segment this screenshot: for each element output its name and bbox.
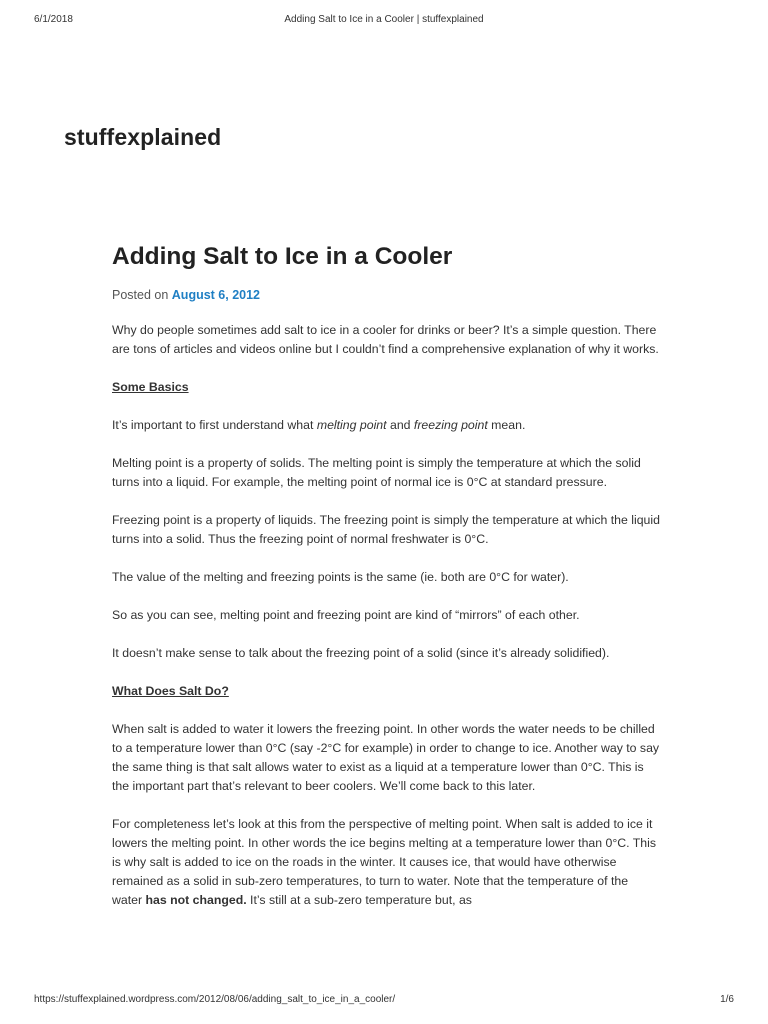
paragraph-understand: It’s important to first understand what melting point and freezing point mean. [112,418,526,432]
section-heading-basics: Some Basics [112,380,189,394]
post-meta [112,286,660,304]
print-date: 6/1/2018 [34,14,73,25]
paragraph-salt: When salt is added to water it lowers the freezing point. In other words the water needs to be chilled to a temperature lower than 0°C (say -2°C for example) in order to change to ice. Another way to say the same thing is that salt allows water to exist as a liquid at a temperature lower than 0°C. This is the important part that’s relevant to beer coolers. We’ll come back to this later. [112,722,660,793]
posted-on-label: Posted on [112,288,169,302]
emphasis-not-changed: has not changed. [145,893,247,907]
paragraph-completeness: For completeness let’s look at this from the perspective of melting point. When salt is added to ice it lowers the melting point. In other words the ice begins melting at a temperature lower than 0°C. This is why salt is added to ice on the roads in the winter. It causes ice, that would have otherwise remained as a solid in sub-zero temperatures, to turn to water. Note that the temperature of the water has not changed. It’s still at a sub-zero temperature but, as [112,817,656,907]
section-heading-salt: What Does Salt Do? [112,684,229,698]
article [112,240,660,929]
site-title[interactable]: stuffexplained [64,124,222,150]
term-melting-point: melting point [316,418,387,432]
page-number: 1/6 [720,994,734,1005]
paragraph-freezing-point: Freezing point is a property of liquids. The freezing point is simply the temperature at which the liquid turns into a solid. Thus the freezing point of normal freshwater is 0°C. [112,513,660,546]
article-title: Adding Salt to Ice in a Cooler [112,243,453,270]
paragraph-intro: Why do people sometimes add salt to ice in a cooler for drinks or beer? It’s a simple question. There are tons of articles and videos online but I couldn’t find a comprehensive explanation of why it works. [112,323,659,356]
paragraph-mirrors: So as you can see, melting point and freezing point are kind of “mirrors” of each other. [112,608,580,622]
paragraph-solid: It doesn’t make sense to talk about the freezing point of a solid (since it’s already solidified). [112,646,610,660]
paragraph-melting-point: Melting point is a property of solids. The melting point is simply the temperature at which the solid turns into a liquid. For example, the melting point of normal ice is 0°C at standard pressure. [112,456,641,489]
post-date-link[interactable]: August 6, 2012 [171,288,261,302]
print-header [0,14,768,30]
paragraph-same-value: The value of the melting and freezing points is the same (ie. both are 0°C for water). [112,570,569,584]
article-content [112,321,660,910]
print-footer [0,994,768,1010]
print-document-title: Adding Salt to Ice in a Cooler | stuffexplained [284,14,484,25]
term-freezing-point: freezing point [413,418,488,432]
print-url: https://stuffexplained.wordpress.com/2012/08/06/adding_salt_to_ice_in_a_cooler/ [34,994,396,1005]
